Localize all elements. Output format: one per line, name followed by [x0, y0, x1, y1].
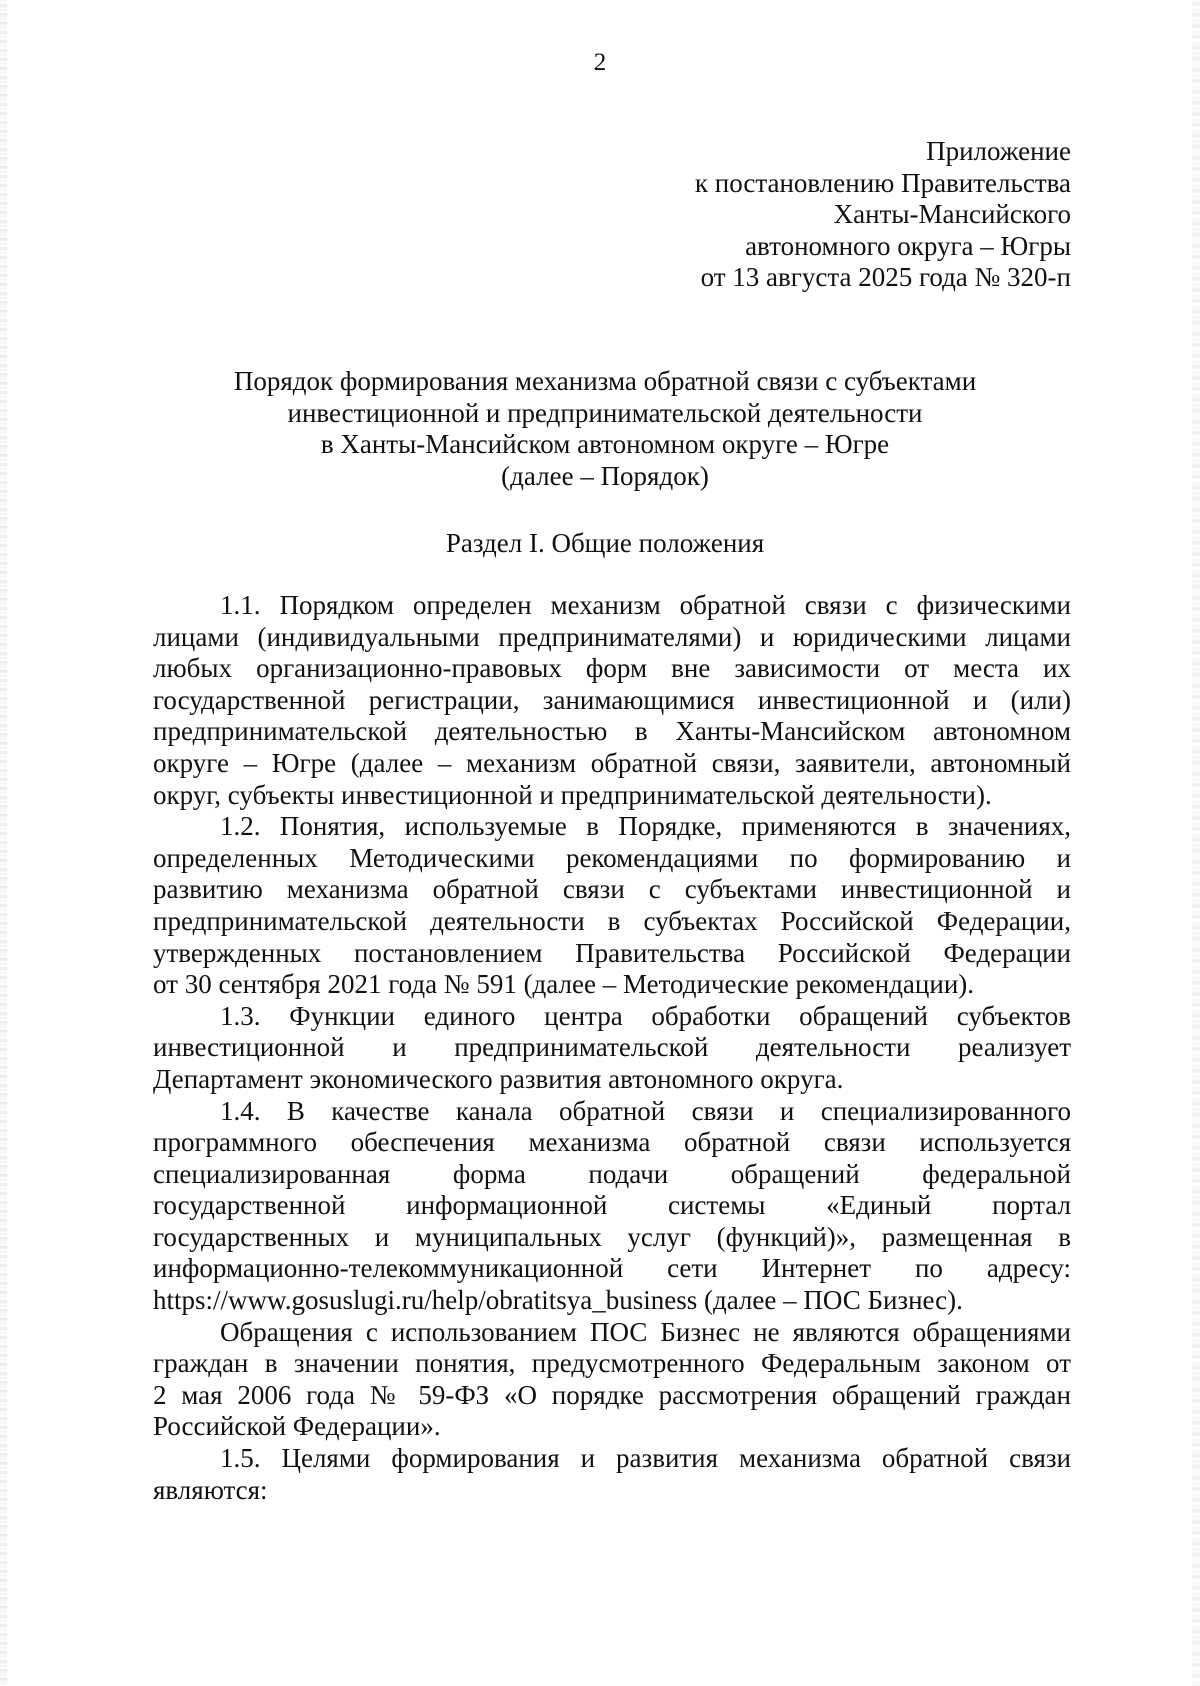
document-title [140, 366, 1070, 492]
scan-edge-left [0, 0, 7, 1686]
text-line: от 30 сентября 2021 года № 591 (далее – Методические рекомендации). [153, 969, 975, 1000]
body-text [153, 590, 1071, 1506]
page-number: 2 [593, 49, 607, 76]
text-line: утвержденных постановлением Правительства Российской Федерации [153, 937, 1071, 968]
text-line: государственной регистрации, занимающимися инвестиционной и (или) [153, 684, 1071, 715]
appendix-line: к постановлению Правительства [694, 167, 1071, 198]
text-line: государственной информационной системы «Единый портал [153, 1190, 1071, 1221]
paragraph-1-1 [153, 590, 1071, 811]
text-line: Департамент экономического развития автономного округа. [153, 1063, 844, 1094]
paragraph-1-2 [153, 811, 1071, 1001]
paragraph-appeals [153, 1317, 1071, 1443]
paragraph-1-3 [153, 1001, 1071, 1096]
text-line: округ, субъекты инвестиционной и предпринимательской деятельности). [153, 779, 992, 810]
appendix-line: Приложение [926, 136, 1071, 166]
text-line: государственных и муниципальных услуг (функций)», размещенная в [153, 1221, 1071, 1252]
text-line: https://www.gosuslugi.ru/help/obratitsya_business (далее – ПОС Бизнес). [153, 1285, 963, 1316]
text-line: 1.5. Целями формирования и развития механизма обратной связи [220, 1443, 1071, 1474]
text-line: являются: [153, 1474, 268, 1505]
title-line: Порядок формирования механизма обратной связи с субъектами [233, 366, 977, 396]
title-line: инвестиционной и предпринимательской деятельности [287, 397, 923, 428]
appendix-line: от 13 августа 2025 года № 320-п [700, 262, 1071, 292]
text-line: определенных Методическими рекомендациями по формированию и [153, 842, 1071, 873]
text-line: 2 мая 2006 года № 59-ФЗ «О порядке рассмотрения обращений граждан [153, 1379, 1071, 1410]
text-line: информационно-телекоммуникационной сети Интернет по адресу: [153, 1253, 1071, 1284]
text-line: округе – Югре (далее – механизм обратной связи, заявители, автономный [153, 747, 1071, 778]
text-line: 1.1. Порядком определен механизм обратной связи с физическими [220, 590, 1071, 620]
text-line: специализированная форма подачи обращений федеральной [153, 1158, 1071, 1189]
section-title: Раздел I. Общие положения [445, 528, 765, 558]
text-line: 1.2. Понятия, используемые в Порядке, применяются в значениях, [220, 811, 1071, 842]
text-line: граждан в значении понятия, предусмотренного Федеральным законом от [153, 1348, 1071, 1379]
paragraph-1-5 [153, 1443, 1071, 1506]
text-line: Российской Федерации». [153, 1411, 441, 1442]
text-line: развитию механизма обратной связи с субъектами инвестиционной и [153, 874, 1071, 905]
title-line: в Ханты-Мансийском автономном округе – Югре [320, 429, 890, 459]
appendix-line: автономного округа – Югры [745, 230, 1071, 261]
text-line: предпринимательской деятельностью в Ханты-Мансийском автономном [153, 716, 1071, 747]
text-line: 1.3. Функции единого центра обработки обращений субъектов [220, 1000, 1071, 1031]
text-line: предпринимательской деятельности в субъектах Российской Федерации, [153, 905, 1071, 936]
title-line: (далее – Порядок) [501, 460, 709, 491]
appendix-header [511, 136, 1071, 294]
text-line: инвестиционной и предпринимательской деятельности реализует [153, 1032, 1071, 1063]
appendix-line: Ханты-Мансийского [833, 199, 1071, 229]
text-line: любых организационно-правовых форм вне зависимости от места их [153, 653, 1071, 684]
text-line: 1.4. В качестве канала обратной связи и специализированного [220, 1095, 1071, 1126]
text-line: программного обеспечения механизма обратной связи используется [153, 1127, 1071, 1158]
paragraph-1-4 [153, 1096, 1071, 1317]
text-line: лицами (индивидуальными предпринимателями) и юридическими лицами [153, 621, 1071, 652]
scan-edge-right [1192, 0, 1200, 1686]
text-line: Обращения с использованием ПОС Бизнес не являются обращениями [220, 1316, 1071, 1347]
